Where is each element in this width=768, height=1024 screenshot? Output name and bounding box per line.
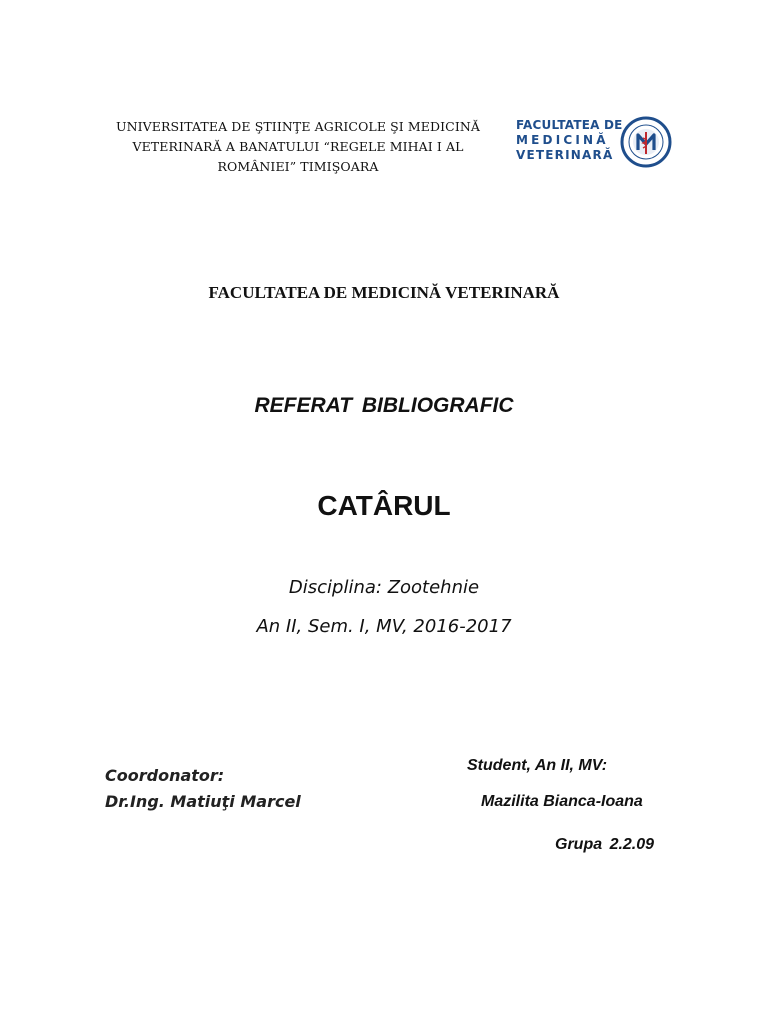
- logo-line: VETERINARĂ: [516, 148, 614, 162]
- medical-seal-icon: [620, 116, 672, 168]
- university-header: [98, 117, 498, 177]
- faculty-title: FACULTATEA DE MEDICINĂ VETERINARĂ: [208, 283, 560, 302]
- page-title: CATÂRUL: [317, 490, 451, 521]
- faculty-logo: [516, 116, 676, 168]
- logo-line: FACULTATEA DE: [516, 118, 623, 132]
- university-line: UNIVERSITATEA DE ŞTIINŢE AGRICOLE ŞI MEDICINĂ: [115, 119, 481, 134]
- university-line: ROMÂNIEI” TIMIŞOARA: [217, 159, 379, 174]
- university-line: VETERINARĂ A BANATULUI “REGELE MIHAI I AL: [132, 139, 464, 154]
- discipline: Disciplina: Zootehnie: [288, 577, 480, 598]
- document-type: REFERAT BIBLIOGRAFIC: [254, 394, 514, 417]
- student-label: Student, An II, MV:: [467, 757, 608, 774]
- coordinator-label: Coordonator:: [105, 766, 225, 785]
- logo-wordmark: [516, 118, 623, 163]
- logo-line: MEDICINĂ: [516, 133, 609, 147]
- academic-year: An II, Sem. I, MV, 2016-2017: [256, 616, 512, 637]
- coordinator-block: [105, 763, 301, 815]
- student-name: Mazilita Bianca-Ioana: [481, 793, 643, 810]
- student-group: Grupa 2.2.09: [555, 836, 655, 853]
- coordinator-name: Dr.Ing. Matiuţi Marcel: [105, 792, 301, 811]
